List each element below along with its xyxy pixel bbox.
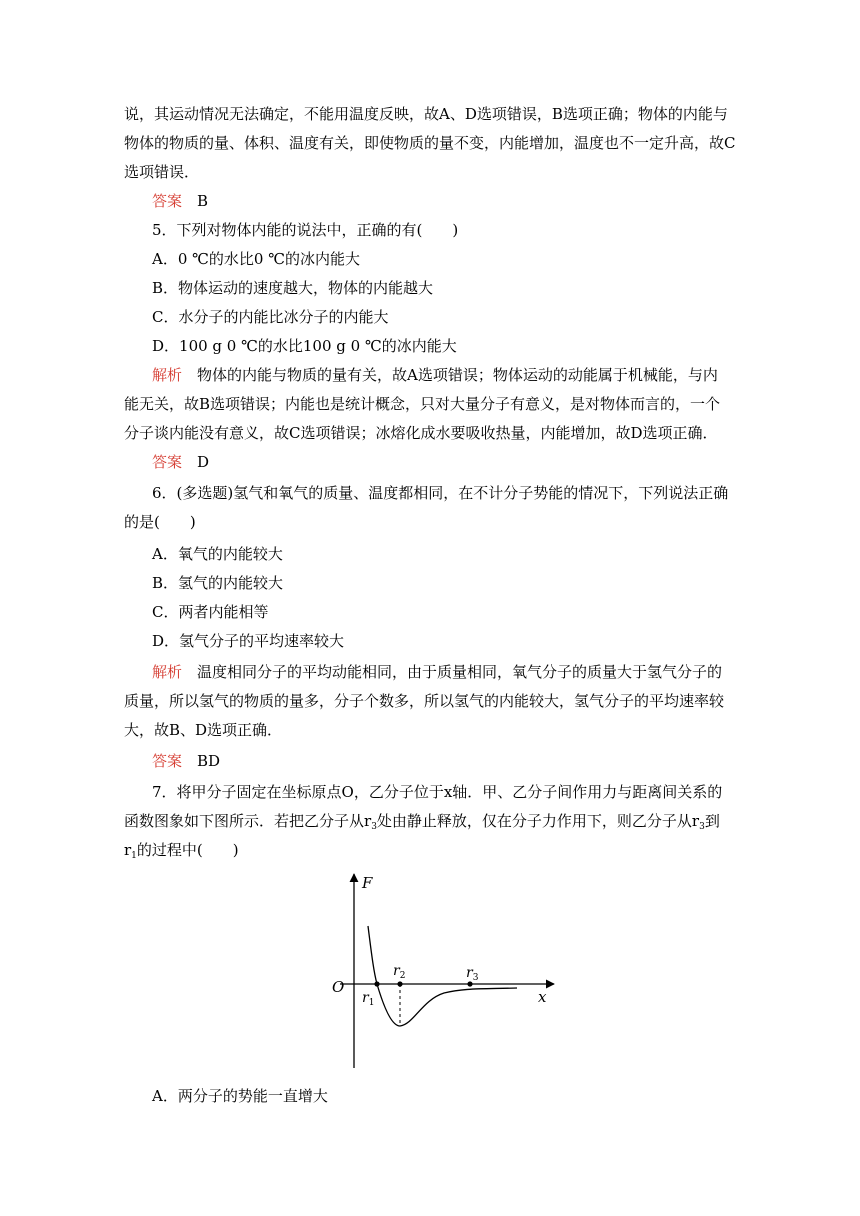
option-a: A．0 ℃的水比0 ℃的冰内能大 xyxy=(152,250,361,268)
question-stem: 的是( ) xyxy=(124,513,196,531)
r1-label: $r_1$ xyxy=(362,990,375,1008)
analysis-text: 温度相同分子的平均动能相同，由于质量相同，氧气分子的质量大于氢气分子的 xyxy=(197,663,723,681)
force-curve xyxy=(368,926,517,1026)
answer-label: 答案 xyxy=(152,192,183,210)
option-b: B．氢气的内能较大 xyxy=(152,574,284,592)
question-stem: 5．下列对物体内能的说法中，正确的有( ) xyxy=(152,221,459,239)
text-line: 说，其运动情况无法确定，不能用温度反映，故A、D选项错误，B选项正确；物体的内能与 xyxy=(124,105,728,123)
force-distance-figure xyxy=(322,868,562,1073)
question-stem: $r_1$的过程中( ) xyxy=(124,841,239,861)
answer-line xyxy=(152,191,208,211)
r2-label: $r_2$ xyxy=(393,963,406,981)
answer-label: 答案 xyxy=(152,752,183,770)
analysis-label: 解析 xyxy=(152,663,183,681)
analysis-label: 解析 xyxy=(152,366,183,384)
answer-line xyxy=(152,751,220,771)
question-stem: 6．(多选题)氢气和氧气的质量、温度都相同，在不计分子势能的情况下，下列说法正确 xyxy=(152,484,729,502)
option-a: A．两分子的势能一直增大 xyxy=(152,1087,328,1105)
analysis-line: 质量，所以氢气的物质的量多，分子个数多，所以氢气的内能较大，氢气分子的平均速率较 xyxy=(124,692,725,710)
answer-value: BD xyxy=(197,752,221,770)
answer-value: D xyxy=(197,453,210,471)
x-axis-label: x xyxy=(538,988,547,1006)
analysis-line: 能无关，故B选项错误；内能也是统计概念，只对大量分子有意义，是对物体而言的，一个 xyxy=(124,395,721,413)
option-a: A．氧气的内能较大 xyxy=(152,545,283,563)
analysis-line xyxy=(152,365,718,385)
question-stem: 7．将甲分子固定在坐标原点O，乙分子位于x轴．甲、乙分子间作用力与距离间关系的 xyxy=(152,783,723,801)
text-line: 选项错误． xyxy=(124,163,200,181)
text-line: 物体的物质的量、体积、温度有关，即使物质的量不变，内能增加，温度也不一定升高，故C xyxy=(124,134,736,152)
r2-point xyxy=(397,981,402,986)
option-d: D．氢气分子的平均速率较大 xyxy=(152,632,345,650)
option-d: D．100 g 0 ℃的水比100 g 0 ℃的冰内能大 xyxy=(152,337,457,355)
option-c: C．水分子的内能比冰分子的内能大 xyxy=(152,308,389,326)
option-b: B．物体运动的速度越大，物体的内能越大 xyxy=(152,279,434,297)
r1-point xyxy=(374,981,379,986)
analysis-line xyxy=(152,662,722,682)
analysis-line: 大，故B、D选项正确． xyxy=(124,721,283,739)
y-axis-label: F xyxy=(362,874,373,892)
option-c: C．两者内能相等 xyxy=(152,603,269,621)
r3-label: $r_3$ xyxy=(466,965,479,983)
analysis-text: 物体的内能与物质的量有关，故A选项错误；物体运动的动能属于机械能，与内 xyxy=(197,366,718,384)
answer-label: 答案 xyxy=(152,453,183,471)
question-stem: 函数图象如下图所示．若把乙分子从$r_3$处由静止释放，仅在分子力作用下，则乙分子从$r_3$到 xyxy=(124,812,720,832)
answer-line xyxy=(152,452,209,472)
analysis-line: 分子谈内能没有意义，故C选项错误；冰熔化成水要吸收热量，内能增加，故D选项正确． xyxy=(124,424,718,442)
answer-value: B xyxy=(197,192,209,210)
origin-label: O xyxy=(332,978,345,996)
